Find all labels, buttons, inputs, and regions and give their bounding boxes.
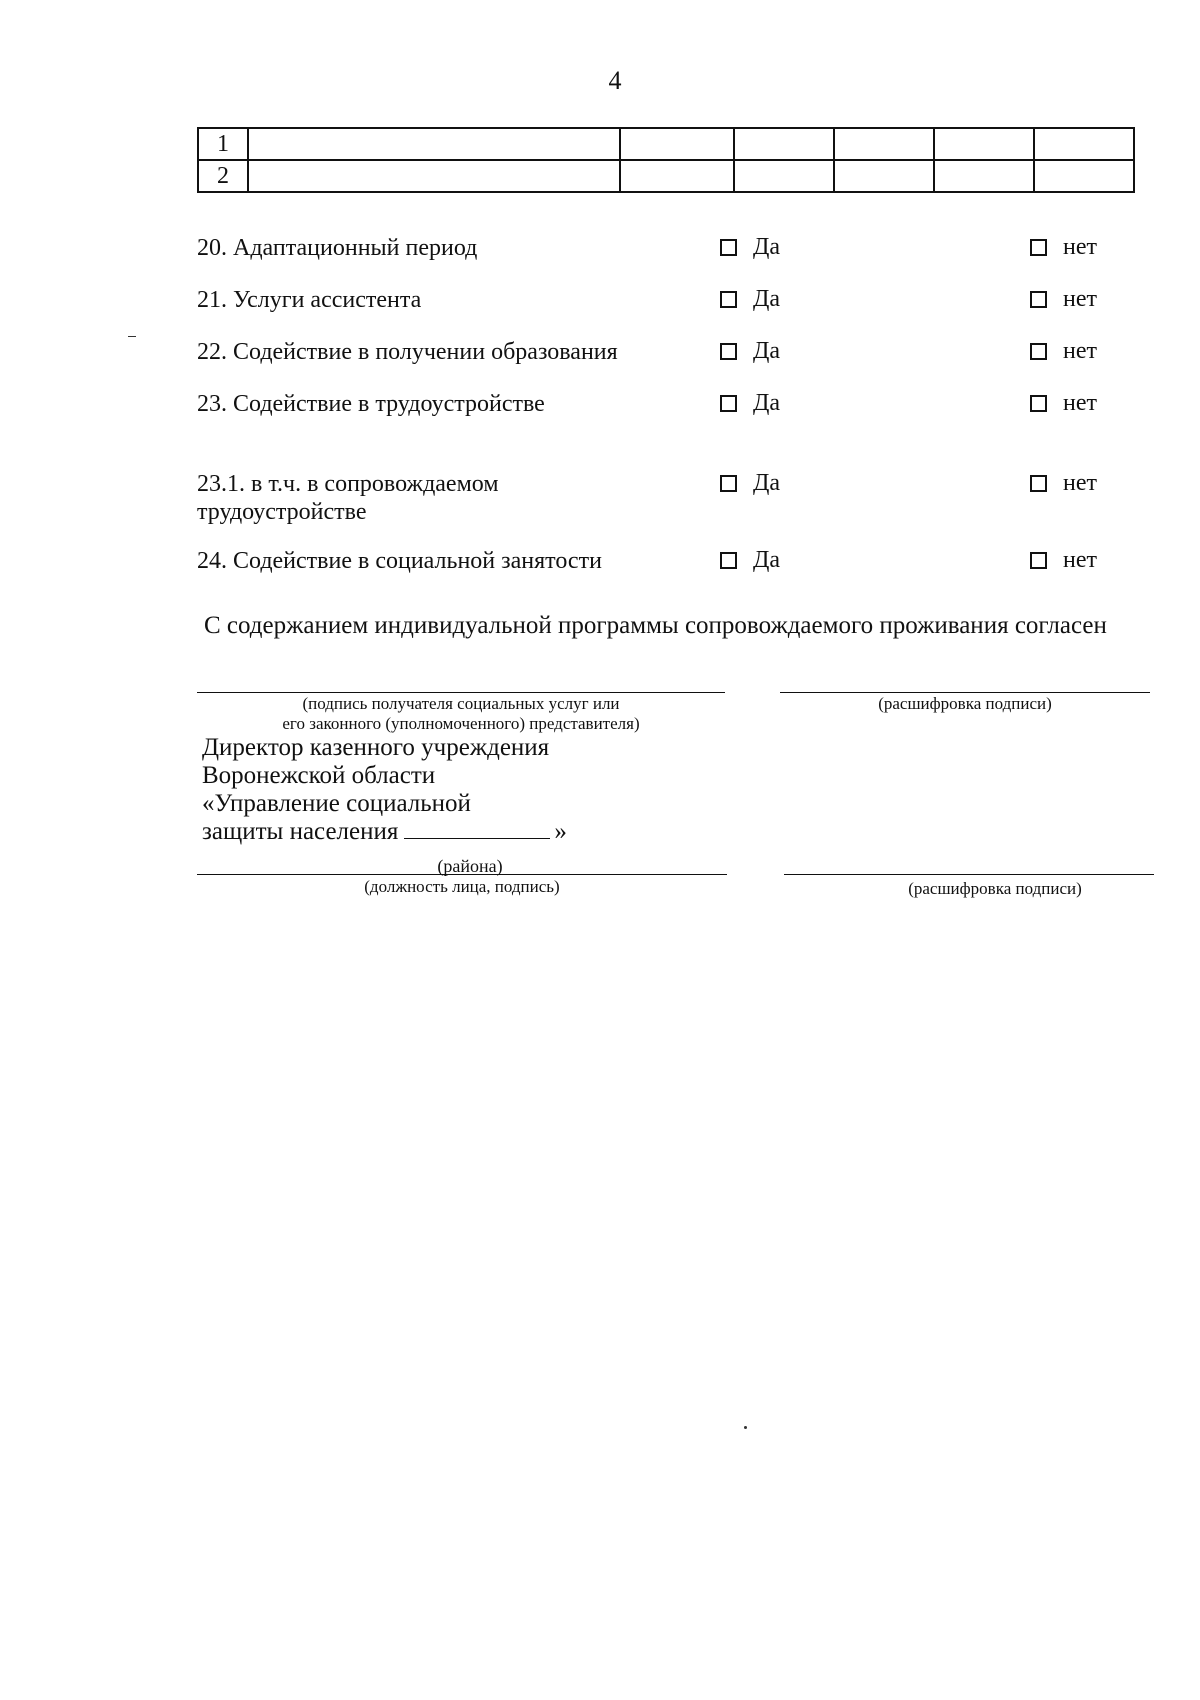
question-23-1-label [197,470,499,526]
question-21-label: 21. Услуги ассистента [197,287,422,313]
question-24-yes-option[interactable] [720,547,780,574]
table-cell[interactable] [248,128,620,160]
yes-label: Да [753,547,781,573]
checkbox-icon[interactable] [1030,291,1047,308]
yes-label: Да [753,470,781,496]
table-cell[interactable] [1034,128,1134,160]
question-23-1-label-line1: 23.1. в т.ч. в сопровождаемом [197,471,499,497]
recipient-signature-line[interactable] [197,692,725,693]
yes-label: Да [753,338,781,364]
table-cell[interactable] [934,160,1034,192]
data-table [197,127,1135,193]
checkbox-icon[interactable] [720,395,737,412]
table-cell[interactable] [1034,160,1134,192]
table-row [198,128,1134,160]
director-line: Директор казенного учреждения [202,734,550,761]
table-cell[interactable] [248,160,620,192]
checkbox-icon[interactable] [720,239,737,256]
row-number: 2 [198,160,248,192]
table-cell[interactable] [734,160,834,192]
question-20-no-option[interactable] [1030,234,1097,261]
question-21-yes-option[interactable] [720,286,780,313]
table-cell[interactable] [834,128,934,160]
table-cell[interactable] [620,128,734,160]
official-name-caption: (расшифровка подписи) [908,879,1082,898]
official-signature-line[interactable] [197,874,727,875]
yes-label: Да [753,234,781,260]
no-label: нет [1063,338,1097,364]
checkbox-icon[interactable] [1030,395,1047,412]
closing-quote: » [554,818,567,845]
question-22-label: 22. Содействие в получении образования [197,339,618,365]
official-signature-caption: (должность лица, подпись) [364,877,560,896]
recipient-signature-caption [197,694,725,734]
checkbox-icon[interactable] [720,475,737,492]
page-number: 4 [608,66,622,95]
checkbox-icon[interactable] [720,343,737,360]
director-block [202,734,567,846]
director-line: «Управление социальной [202,790,471,817]
question-22-yes-option[interactable] [720,338,780,365]
table-row [198,160,1134,192]
table-cell[interactable] [734,128,834,160]
checkbox-icon[interactable] [1030,239,1047,256]
question-22-no-option[interactable] [1030,338,1097,365]
checkbox-icon[interactable] [720,552,737,569]
district-caption: (района) [437,856,503,876]
question-23-label: 23. Содействие в трудоустройстве [197,391,545,417]
district-blank-field[interactable] [404,818,550,839]
no-label: нет [1063,286,1097,312]
director-line: защиты населения [202,818,399,845]
no-label: нет [1063,390,1097,416]
table-cell[interactable] [620,160,734,192]
recipient-name-caption: (расшифровка подписи) [878,694,1052,713]
caption-line: его законного (уполномоченного) представителя) [282,714,640,733]
table-cell[interactable] [834,160,934,192]
question-20-label: 20. Адаптационный период [197,235,478,261]
caption-line: (подпись получателя социальных услуг или [302,694,620,713]
checkbox-icon[interactable] [1030,552,1047,569]
director-line-4 [202,818,567,846]
question-23-1-yes-option[interactable] [720,470,780,497]
table-cell[interactable] [934,128,1034,160]
checkbox-icon[interactable] [1030,343,1047,360]
question-23-1-label-line2: трудоустройстве [197,499,367,525]
margin-mark [128,336,136,337]
no-label: нет [1063,470,1097,496]
checkbox-icon[interactable] [720,291,737,308]
row-number: 1 [198,128,248,160]
recipient-name-line[interactable] [780,692,1150,693]
question-24-label: 24. Содействие в социальной занятости [197,548,602,574]
director-line: Воронежской области [202,762,436,789]
question-23-1-no-option[interactable] [1030,470,1097,497]
checkbox-icon[interactable] [1030,475,1047,492]
question-21-no-option[interactable] [1030,286,1097,313]
yes-label: Да [753,390,781,416]
no-label: нет [1063,547,1097,573]
no-label: нет [1063,234,1097,260]
question-24-no-option[interactable] [1030,547,1097,574]
yes-label: Да [753,286,781,312]
question-20-yes-option[interactable] [720,234,780,261]
question-23-yes-option[interactable] [720,390,780,417]
stray-mark [744,1426,747,1429]
question-23-no-option[interactable] [1030,390,1097,417]
official-name-line[interactable] [784,874,1154,875]
consent-statement: С содержанием индивидуальной программы сопровождаемого проживания согласен [204,612,1107,639]
